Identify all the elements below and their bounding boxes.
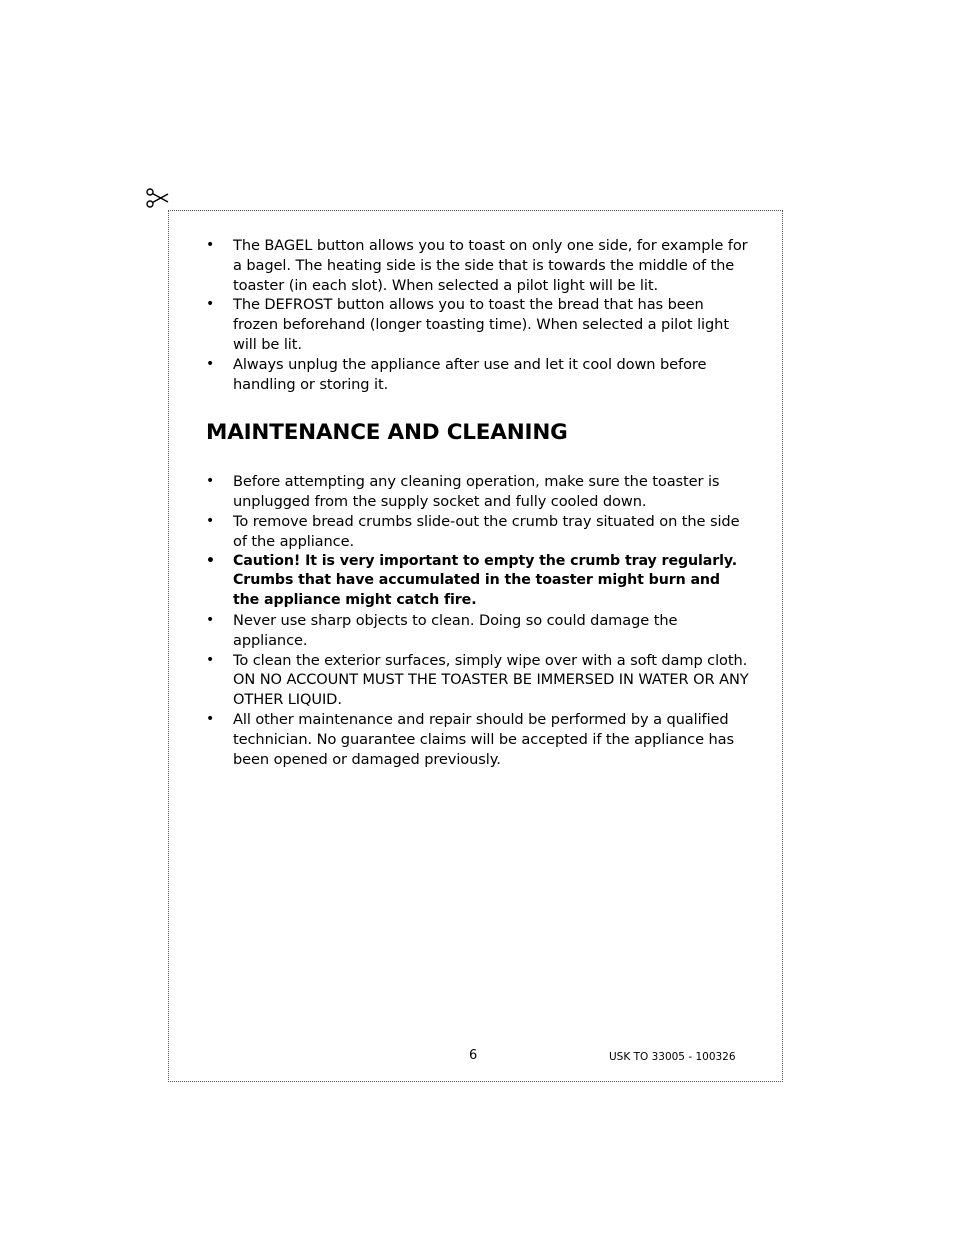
- list-item-text: Always unplug the appliance after use and let it cool down before handling or storing it.: [233, 355, 707, 393]
- bullet-marker: •: [206, 710, 215, 727]
- list-item-text: To remove bread crumbs slide-out the crumb tray situated on the side of the appliance.: [233, 512, 740, 550]
- bullet-marker: •: [206, 355, 215, 372]
- list-item: [206, 472, 751, 512]
- caution-list-item: [206, 552, 751, 611]
- bullet-marker: •: [206, 473, 215, 490]
- intro-bullet-list: [206, 236, 751, 394]
- list-item: [206, 236, 751, 295]
- list-item: [206, 611, 751, 651]
- list-item-text: Never use sharp objects to clean. Doing so could damage the appliance.: [233, 611, 678, 649]
- list-item: [206, 710, 751, 769]
- bullet-marker: •: [206, 296, 215, 313]
- page-content: [206, 236, 751, 769]
- section-heading: MAINTENANCE AND CLEANING: [206, 420, 568, 446]
- maintenance-bullet-list: [206, 472, 751, 769]
- bullet-marker: •: [206, 611, 215, 628]
- bullet-marker: •: [206, 512, 215, 529]
- list-item-text: Before attempting any cleaning operation, make sure the toaster is unplugged from the supply socket and fully cooled down.: [233, 473, 720, 511]
- document-code: USK TO 33005 - 100326: [609, 1051, 736, 1063]
- list-item: [206, 651, 751, 710]
- bullet-marker: •: [206, 237, 215, 253]
- list-item-text: The BAGEL button allows you to toast on only one side, for example for a bagel. The heating side is the side that is towards the middle of the toaster (in each slot). When selected a pilot light will be lit.: [233, 237, 748, 294]
- list-item: [206, 355, 751, 395]
- list-item: [206, 512, 751, 552]
- list-item-text: The DEFROST button allows you to toast the bread that has been frozen beforehand (longer toasting time). When selected a pilot light will be lit.: [233, 296, 729, 353]
- page-number: 6: [469, 1048, 478, 1063]
- list-item-text: To clean the exterior surfaces, simply wipe over with a soft damp cloth. ON NO ACCOUNT MUST THE TOASTER BE IMMERSED IN WATER OR ANY OTHER LIQUID.: [233, 651, 749, 709]
- caution-text: Caution! It is very important to empty the crumb tray regularly. Crumbs that have accumulated in the toaster might burn and the appliance might catch fire.: [233, 552, 738, 609]
- scissors-icon: [146, 187, 170, 209]
- list-item-text: All other maintenance and repair should be performed by a qualified technician. No guarantee claims will be accepted if the appliance has been opened or damaged previously.: [233, 710, 734, 768]
- bullet-marker: •: [206, 651, 215, 668]
- bullet-marker: •: [206, 552, 215, 569]
- list-item: [206, 295, 751, 354]
